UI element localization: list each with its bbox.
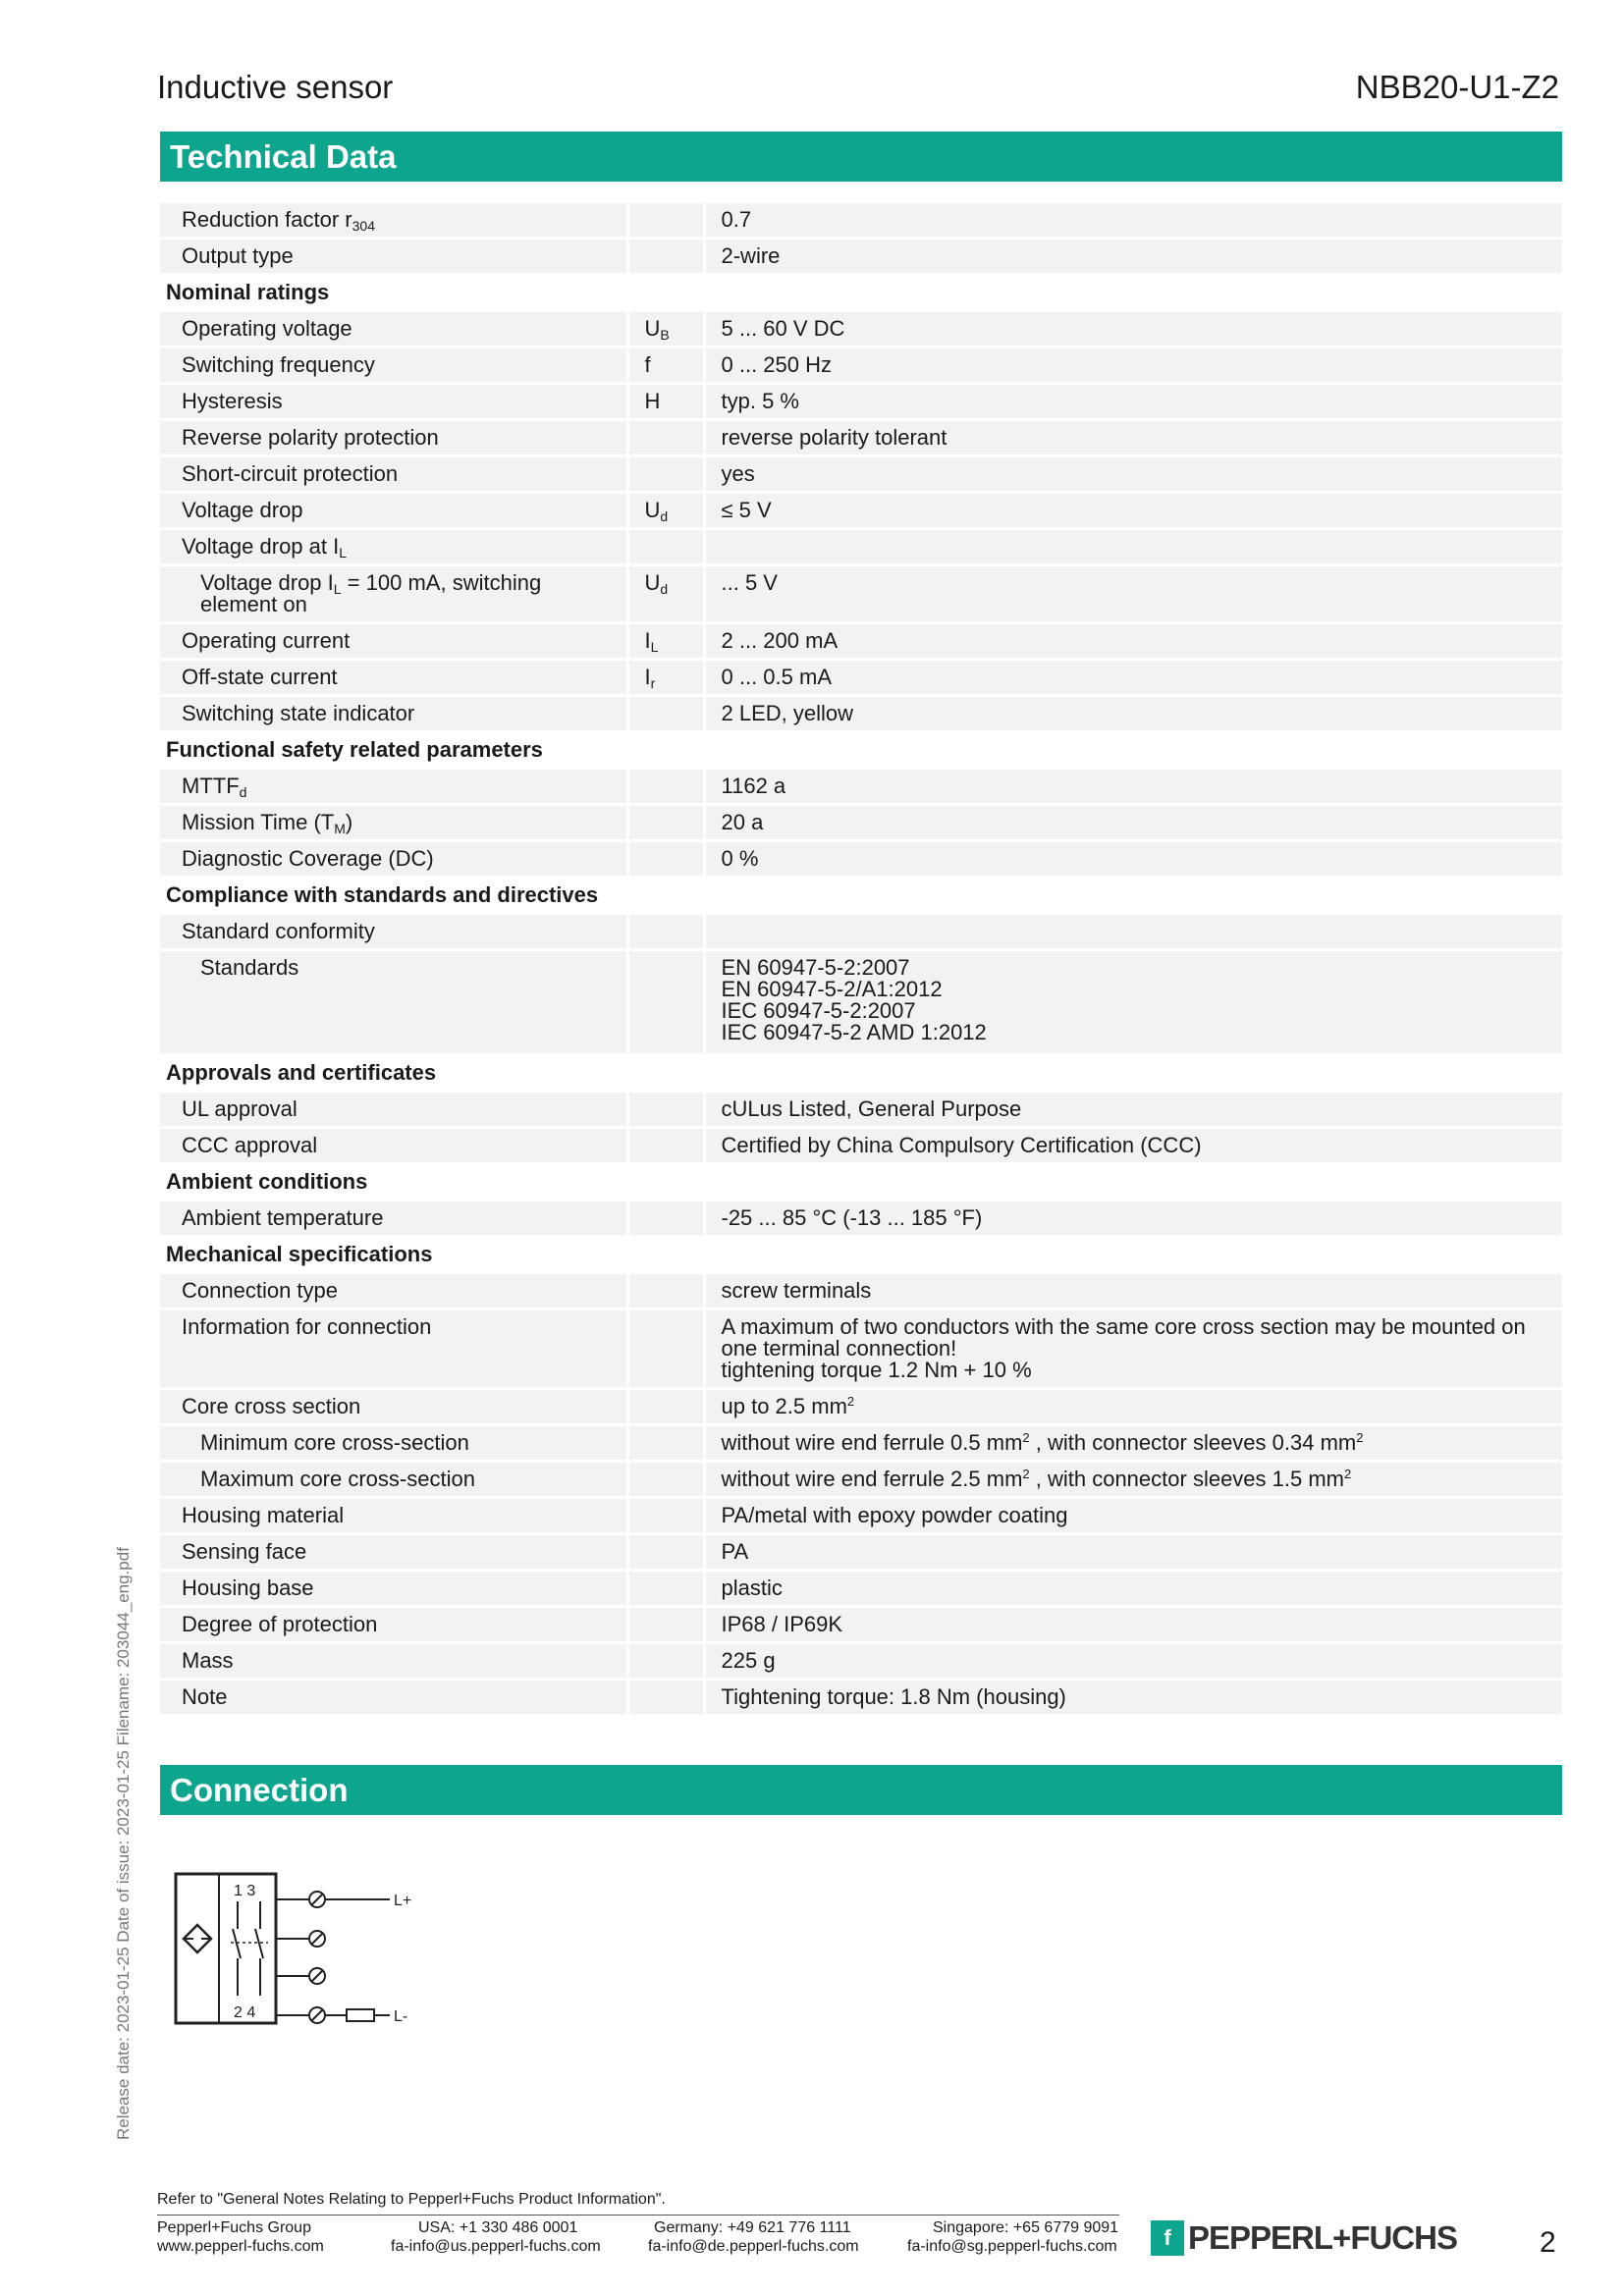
table-row: CCC approval Certified by China Compulsory Certification (CCC) — [160, 1128, 1562, 1164]
switch-contact-2 — [255, 1929, 263, 1958]
technical-data-table — [160, 203, 1562, 1717]
l-minus-label: L- — [394, 2008, 408, 2025]
release-info: Release date: 2023-01-25 Date of issue: 2023-01-25 Filename: 203044_eng.pdf — [114, 1547, 133, 2140]
table-row: Reverse polarity protection reverse polarity tolerant — [160, 420, 1562, 456]
table-row: Off-state current $I_r$ 0 ... 0.5 mA — [160, 660, 1562, 696]
usa-email-link[interactable]: fa-info@us.pepperl-fuchs.com — [391, 2238, 601, 2255]
table-row: Voltage drop at $I_L$ — [160, 529, 1562, 565]
page-header — [157, 69, 1559, 112]
connection-heading: Connection — [160, 1765, 1562, 1815]
terminal-label-13: 1 3 — [234, 1883, 256, 1899]
singapore-email-link[interactable]: fa-info@sg.pepperl-fuchs.com — [907, 2238, 1117, 2255]
connection-diagram — [172, 1870, 447, 2037]
footer-usa: USA: +1 330 486 0001 fa-info@us.pepperl-fuchs.com — [391, 2219, 601, 2255]
switch-contact-1 — [233, 1929, 241, 1958]
section-row: Compliance with standards and directives — [160, 878, 1562, 914]
product-category: Inductive sensor — [157, 69, 394, 105]
table-row: Diagnostic Coverage (DC) 0 % — [160, 841, 1562, 878]
page-number: 2 — [1540, 2226, 1556, 2259]
website-link[interactable]: www.pepperl-fuchs.com — [157, 2238, 324, 2255]
section-row: Approvals and certificates — [160, 1055, 1562, 1092]
footer-note: Refer to "General Notes Relating to Pepperl+Fuchs Product Information". — [157, 2191, 666, 2208]
table-row: Housing base plastic — [160, 1571, 1562, 1607]
table-row: Mass 225 g — [160, 1643, 1562, 1680]
table-row: Voltage drop $I_L = 100$ mA, switching element on $U_d$ ... 5 V — [160, 565, 1562, 623]
table-row: Maximum core cross-section without wire end ferrule 2.5 $mm^2$ , with connector sleeves 1.5 $mm^2$ — [160, 1462, 1562, 1498]
footer-singapore: Singapore: +65 6779 9091 fa-info@sg.pepperl-fuchs.com — [907, 2219, 1119, 2255]
table-row: Switching state indicator 2 LED, yellow — [160, 696, 1562, 732]
section-row: Functional safety related parameters — [160, 732, 1562, 769]
table-row: Standard conformity — [160, 914, 1562, 950]
l-plus-label: L+ — [394, 1893, 412, 1909]
table-row: $MTTF_d$ 1162 a — [160, 769, 1562, 805]
technical-data-heading: Technical Data — [160, 132, 1562, 182]
footer-germany: Germany: +49 621 776 1111 fa-info@de.pepperl-fuchs.com — [648, 2219, 859, 2255]
table-row: Core cross section up to 2.5 $mm^2$ — [160, 1389, 1562, 1425]
table-row: Mission Time $(T_M)$ 20 a — [160, 805, 1562, 841]
table-row: Switching frequency f 0 ... 250 Hz — [160, 347, 1562, 384]
load-resistor-icon — [347, 2009, 374, 2021]
pf-logo-icon: f — [1151, 2220, 1184, 2256]
table-row: Information for connection A maximum of two conductors with the same core cross section may be mounted on one terminal connection! tightening torque 1.2 Nm + 10 % — [160, 1309, 1562, 1389]
table-row: Reduction factor $r_{304}$ 0.7 — [160, 203, 1562, 239]
table-row: UL approval cULus Listed, General Purpose — [160, 1092, 1562, 1128]
table-row: Output type 2-wire — [160, 239, 1562, 275]
table-row: Sensing face PA — [160, 1534, 1562, 1571]
table-row: Operating voltage $U_B$ 5 ... 60 V DC — [160, 311, 1562, 347]
table-row: Standards EN 60947-5-2:2007 EN 60947-5-2/A1:2012 IEC 60947-5-2:2007 IEC 60947-5-2 AMD 1:2012 — [160, 950, 1562, 1055]
table-row: Connection type screw terminals — [160, 1273, 1562, 1309]
table-row: Hysteresis H typ. 5 % — [160, 384, 1562, 420]
table-row: Note Tightening torque: 1.8 Nm (housing) — [160, 1680, 1562, 1716]
table-row: Housing material PA/metal with epoxy powder coating — [160, 1498, 1562, 1534]
terminal-label-24: 2 4 — [234, 2004, 256, 2021]
table-row: Operating current $I_L$ 2 ... 200 mA — [160, 623, 1562, 660]
footer-divider — [157, 2215, 1119, 2216]
table-row: Ambient temperature -25 ... 85 °C (-13 ... 185 °F) — [160, 1201, 1562, 1237]
section-row: Mechanical specifications — [160, 1237, 1562, 1273]
section-row: Ambient conditions — [160, 1164, 1562, 1201]
table-row: Minimum core cross-section without wire end ferrule 0.5 $mm^2$ , with connector sleeves 0.34 $mm^2$ — [160, 1425, 1562, 1462]
table-row: Voltage drop $U_d$ ≤ 5 V — [160, 493, 1562, 529]
table-row: Degree of protection IP68 / IP69K — [160, 1607, 1562, 1643]
section-row: Nominal ratings — [160, 275, 1562, 311]
germany-email-link[interactable]: fa-info@de.pepperl-fuchs.com — [648, 2238, 859, 2255]
table-row: Short-circuit protection yes — [160, 456, 1562, 493]
footer-group: Pepperl+Fuchs Group www.pepperl-fuchs.com — [157, 2219, 324, 2255]
brand-logo: f PEPPERL+FUCHS — [1151, 2220, 1475, 2256]
product-model: NBB20-U1-Z2 — [1355, 69, 1559, 105]
